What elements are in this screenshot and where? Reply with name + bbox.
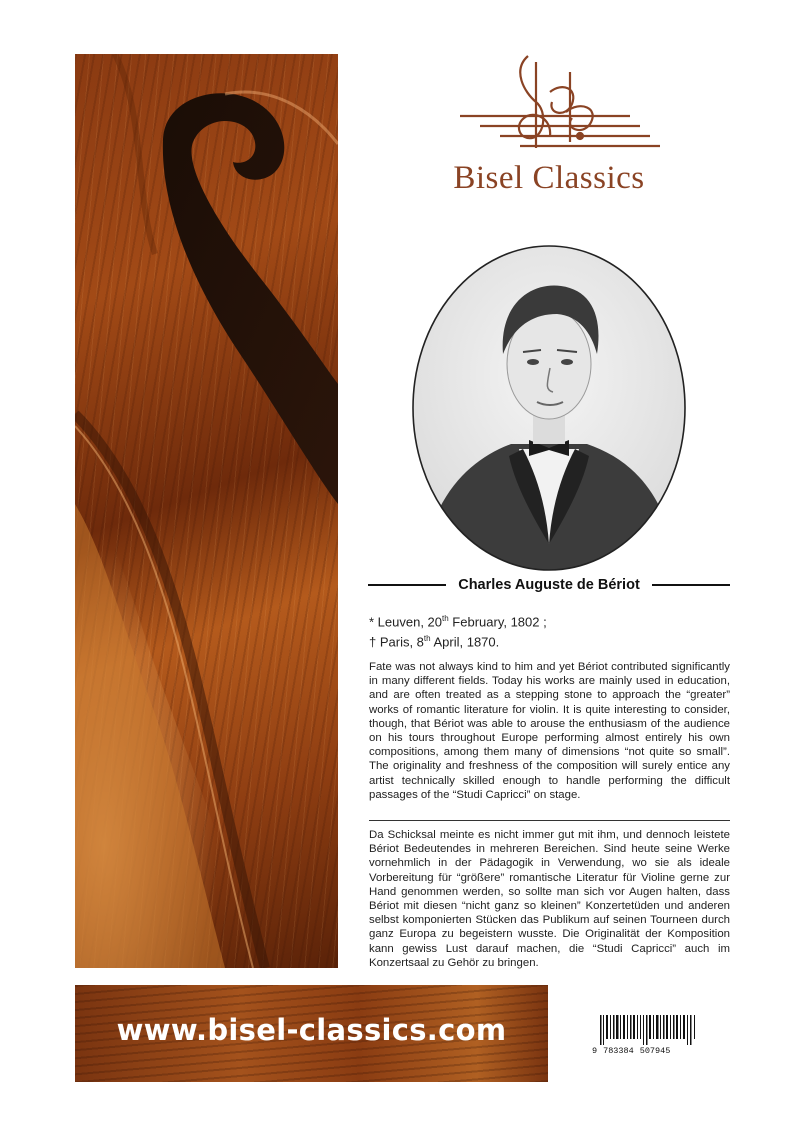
barcode-digit-group: 507945 <box>639 1046 671 1056</box>
composer-portrait <box>411 244 687 572</box>
birth-prefix: * Leuven, 20 <box>369 614 443 630</box>
heading-rule-right <box>652 584 730 586</box>
barcode-digits <box>592 1046 704 1056</box>
composer-heading <box>368 574 730 596</box>
death-suffix: April, 1870. <box>430 634 500 650</box>
barcode <box>592 1015 704 1067</box>
composer-dates <box>369 610 547 651</box>
composer-name: Charles Auguste de Bériot <box>458 577 640 593</box>
death-line <box>369 630 547 650</box>
barcode-digit-group: 9 <box>592 1046 598 1056</box>
website-banner <box>75 985 548 1082</box>
barcode-digit-group: 783384 <box>603 1046 634 1056</box>
website-link[interactable]: www.bisel-classics.com <box>116 1013 507 1047</box>
portrait-engraving-illustration <box>411 244 687 572</box>
language-divider <box>369 820 730 821</box>
barcode-bars-icon <box>592 1015 704 1045</box>
birth-suffix: February, 1802 ; <box>448 614 547 630</box>
brand-name: Bisel Classics <box>453 160 645 196</box>
german-description: Da Schicksal meinte es nicht immer gut mit ihm, und dennoch leistete Bériot Bedeutendes in mehreren Bereichen. Sind heute seine Werke vornehmlich in der Pädagogik in Verwendung, wo sie als ideale Vorbereitung für “größere” romantische Literatur für Violine gerne zur Hand genommen werden, so sollte man sich vor Augen halten, dass Bériot mit diesen “nicht ganz so kleinen” Konzertetüden und anderen selbst komponierten Stücken das Publikum auf seinen Tourneen durch ganz Europa zu begeistern wusste. Die Originalität der Komposition kann gewiss Lust darauf machen, die “Studi Capricci” auch im Konzertsaal zu Gehör zu bringen. <box>369 829 730 969</box>
violin-photo <box>75 54 338 968</box>
death-prefix: † Paris, 8 <box>369 634 424 650</box>
birth-sup: th <box>442 614 449 623</box>
heading-rule-left <box>368 584 446 586</box>
death-sup: th <box>423 634 431 644</box>
violin-f-hole-illustration <box>75 54 338 968</box>
english-description: Fate was not always kind to him and yet Bériot contributed significantly in many different fields. Today his works are mainly used in education, and are often treated as a stepping stone to approach the “greater” works of romantic literature for violin. It is quite interesting to consider, though, that Bériot was able to arouse the enthusiasm of the audience on his tours throughout Europe performing almost entirely his own compositions, among them many of dimensions “not quite so small”. The originality and freshness of the composition will surely entice any artist technically skilled enough to handle performing the difficult passages of the “Studi Capricci” on stage. <box>369 661 730 801</box>
birth-line <box>369 610 547 630</box>
